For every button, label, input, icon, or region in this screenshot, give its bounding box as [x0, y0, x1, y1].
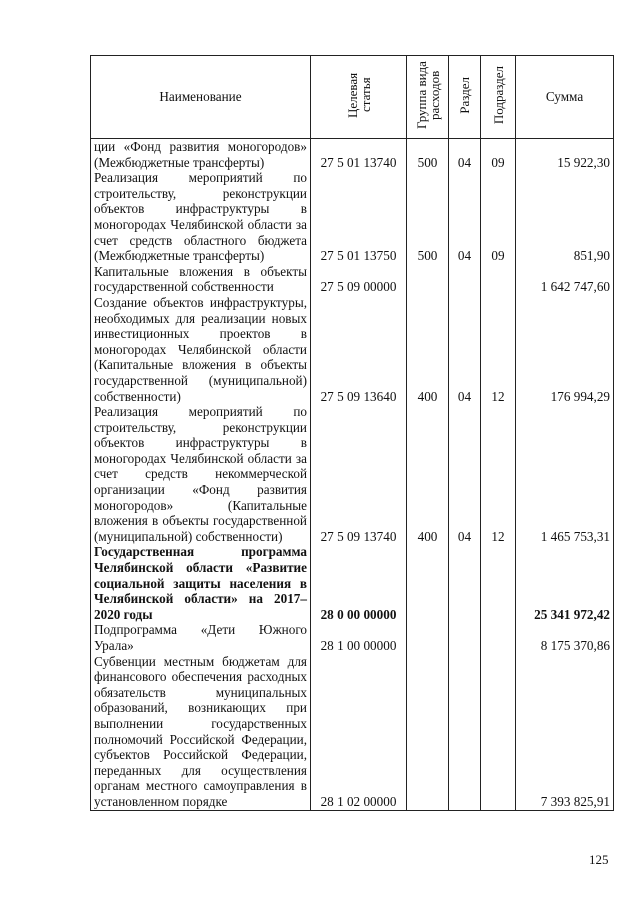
table-row [91, 622, 614, 653]
header-row [91, 56, 614, 139]
header-name: Наименование [91, 56, 311, 139]
row-subsection: 12 [481, 295, 516, 404]
row-name: Создание объектов инфраструктуры, необходимых для реализации новых инвестиционных проектов в моногородах Челябинской области (Капитальные вложения в объекты государственной (муниципальной) собственности) [91, 295, 311, 404]
row-sum: 8 175 370,86 [516, 622, 614, 653]
page-number: 125 [589, 852, 609, 867]
row-subsection: 09 [481, 139, 516, 171]
row-target-article: 27 5 01 13750 [311, 170, 407, 264]
header-target-article: Целевая статья [311, 56, 407, 139]
table-row [91, 170, 614, 264]
row-target-article: 28 1 00 00000 [311, 622, 407, 653]
table-row [91, 139, 614, 171]
row-section [449, 622, 481, 653]
row-sum: 851,90 [516, 170, 614, 264]
row-subsection [481, 654, 516, 810]
header-expense-group: Группа вида расходов [407, 56, 449, 139]
row-sum: 25 341 972,42 [516, 544, 614, 622]
row-expense-group [407, 622, 449, 653]
row-expense-group: 500 [407, 170, 449, 264]
row-sum: 176 994,29 [516, 295, 614, 404]
table-row [91, 544, 614, 622]
row-target-article: 27 5 09 00000 [311, 264, 407, 295]
row-subsection: 09 [481, 170, 516, 264]
header-section: Раздел [449, 56, 481, 139]
row-section: 04 [449, 295, 481, 404]
row-name: Субвенции местным бюджетам для финансового обеспечения расходных обязательств муниципальных образований, возникающих при выполнении государственных полномочий Российской Федерации, субъектов Российской Федерации, переданных для осуществления органам местного самоуправления в установленном порядке [91, 654, 311, 810]
row-section [449, 544, 481, 622]
budget-table [90, 55, 614, 811]
row-name: Капитальные вложения в объекты государственной собственности [91, 264, 311, 295]
table-row [91, 654, 614, 810]
row-subsection: 12 [481, 404, 516, 544]
row-target-article: 27 5 09 13740 [311, 404, 407, 544]
row-subsection [481, 544, 516, 622]
row-expense-group: 400 [407, 404, 449, 544]
row-section: 04 [449, 139, 481, 171]
row-name: Реализация мероприятий по строительству, реконструкции объектов инфраструктуры в моногородах Челябинской области за счет средств некоммерческой организации «Фонд развития моногородов» (Капитальные вложения в объекты государственной (муниципальной) собственности) [91, 404, 311, 544]
row-target-article: 28 1 02 00000 [311, 654, 407, 810]
table-row [91, 295, 614, 404]
table-row [91, 264, 614, 295]
row-sum: 1 465 753,31 [516, 404, 614, 544]
row-sum: 7 393 825,91 [516, 654, 614, 810]
row-target-article: 28 0 00 00000 [311, 544, 407, 622]
row-name: ции «Фонд развития моногородов» (Межбюджетные трансферты) [91, 139, 311, 171]
row-section [449, 654, 481, 810]
row-subsection [481, 264, 516, 295]
row-expense-group: 500 [407, 139, 449, 171]
row-target-article: 27 5 09 13640 [311, 295, 407, 404]
row-name: Подпрограмма «Дети Южного Урала» [91, 622, 311, 653]
row-expense-group [407, 264, 449, 295]
row-section: 04 [449, 170, 481, 264]
row-expense-group [407, 654, 449, 810]
row-target-article: 27 5 01 13740 [311, 139, 407, 171]
header-sum: Сумма [516, 56, 614, 139]
row-name: Государственная программа Челябинской области «Развитие социальной защиты населения в Челябинской области» на 2017–2020 годы [91, 544, 311, 622]
row-section [449, 264, 481, 295]
row-subsection [481, 622, 516, 653]
row-name: Реализация мероприятий по строительству, реконструкции объектов инфраструктуры в моногородах Челябинской области за счет средств областного бюджета (Межбюджетные трансферты) [91, 170, 311, 264]
row-sum: 15 922,30 [516, 139, 614, 171]
header-subsection: Подраздел [481, 56, 516, 139]
row-expense-group [407, 544, 449, 622]
table-row [91, 404, 614, 544]
row-sum: 1 642 747,60 [516, 264, 614, 295]
row-expense-group: 400 [407, 295, 449, 404]
row-section: 04 [449, 404, 481, 544]
